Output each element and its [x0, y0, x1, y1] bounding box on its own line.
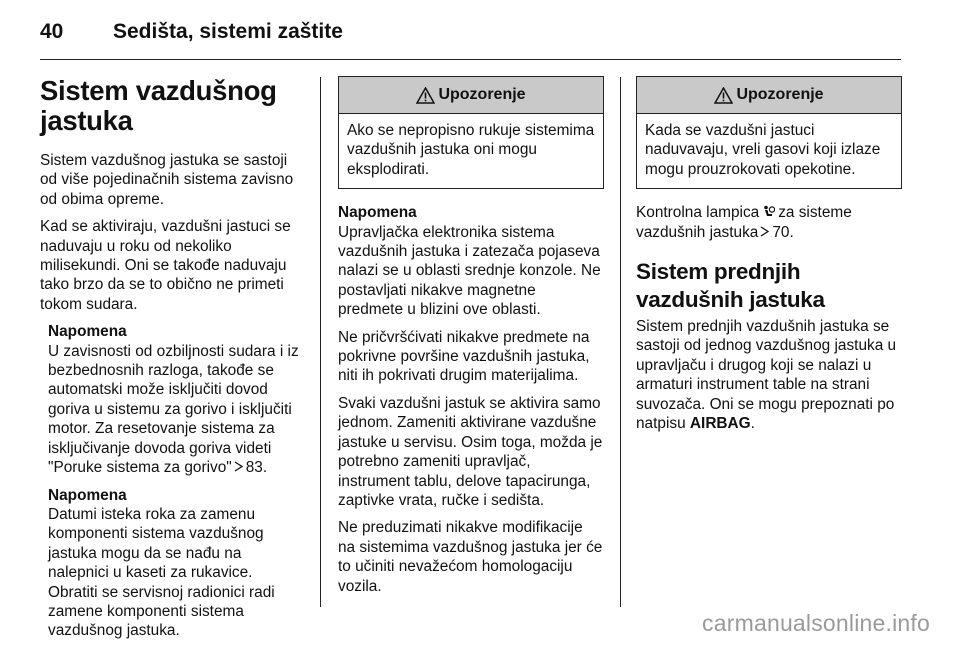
warning-header [339, 77, 603, 114]
column-middle [338, 76, 604, 604]
column-right [636, 76, 902, 441]
note-title: Napomena [338, 204, 417, 222]
paragraph: Svaki vazdušni jastuk se aktivira samo jednom. Zameniti aktivirane vazdušne jastuke u servisu. Osim toga, možda je potrebno zameniti upravljač, instrument tablu, delove tapacirunga, zaptivke vrata, ručke i sedišta. [338, 394, 603, 509]
airbag-warning-lamp-icon [762, 205, 775, 219]
note-title: Napomena [48, 323, 127, 341]
note-block [338, 203, 604, 319]
warning-triangle-icon [416, 87, 435, 104]
column-divider [320, 77, 321, 607]
paragraph [636, 317, 902, 433]
warning-triangle-icon [714, 87, 733, 104]
airbag-label: AIRBAG [689, 415, 751, 433]
header-rule [40, 59, 901, 60]
section-heading: Sistem vazdušnog jastuka [40, 75, 277, 136]
lamp-text-post: za sisteme vazdušnih jastuka [636, 204, 852, 241]
note-text: U zavisnosti od ozbiljnosti sudara i iz bezbednosnih razloga, takođe se automatski može isključiti dovod goriva u sistemu za gorivo i isključiti motor. Za resetovanje sistema za isključivanje dovoda goriva videti "Poruke sistema za gorivo" [48, 342, 299, 477]
section-title: Sedišta, sistemi zaštite [113, 20, 343, 43]
warning-box [636, 76, 902, 189]
note-text: Upravljačka elektronika sistema vazdušnih jastuka i zatezača pojaseva nalazi se u oblasti srednje konzole. Ne postavljati nikakve magnetne predmete u blizini ove oblasti. [338, 223, 601, 319]
note-text: Datumi isteka roka za zamenu komponenti sistema vazdušnog jastuka mogu da se nađu na nalepnici u kaseti za rukavice. Obratiti se servisnoj radionici radi zamene komponenti sistema vazdušnog jastuka. [48, 505, 275, 640]
warning-title: Upozorenje [438, 86, 526, 104]
column-left [40, 76, 305, 649]
note-block [40, 322, 305, 477]
paragraph: Sistem vazdušnog jastuka se sastoji od više pojedinačnih sistema zavisno od obima opreme. [40, 152, 294, 208]
warning-text: Kada se vazdušni jastuci naduvavaju, vreli gasovi koji izlaze mogu prouzrokovati opekotine. [645, 122, 881, 178]
page-number: 40 [40, 20, 64, 43]
note-title: Napomena [48, 486, 127, 504]
note-block [40, 486, 305, 641]
note-reference[interactable]: 83. [245, 459, 268, 477]
lamp-text-pre: Kontrolna lampica [636, 204, 760, 222]
lamp-reference[interactable]: 70. [772, 223, 794, 241]
warning-header [637, 77, 901, 114]
warning-title: Upozorenje [736, 86, 824, 104]
warning-text: Ako se nepropisno rukuje sistemima vazdušnih jastuka oni mogu eksplodirati. [347, 122, 595, 178]
section-heading: Sistem prednjih vazdušnih jastuka [636, 259, 825, 313]
page-reference-arrow-icon [760, 226, 769, 237]
page-header [40, 20, 930, 60]
paragraph: Kad se aktiviraju, vazdušni jastuci se naduvaju u roku od nekoliko milisekundi. Oni se takođe naduvaju tako brzo da se to obično ne primeti tokom sudara. [40, 218, 291, 313]
paragraph: Ne preduzimati nikakve modifikacije na sistemima vazdušnog jastuka jer će to učiniti nevažećom homologaciju vozila. [338, 519, 603, 595]
paragraph [636, 203, 902, 242]
watermark: carmanualsonline.info [702, 610, 930, 636]
paragraph: Ne pričvršćivati nikakve predmete na pokrivne površine vazdušnih jastuka, niti ih pokrivati drugim materijalima. [338, 328, 590, 385]
paragraph-end: . [750, 415, 755, 433]
column-divider [620, 77, 621, 607]
paragraph-text: Sistem prednjih vazdušnih jastuka se sastoji od jednog vazdušnog jastuka u upravljaču i drugog koji se nalazi u armaturi instrument table na strani suvozača. Oni se mogu prepoznati po natpisu [636, 318, 897, 433]
page-reference-arrow-icon [234, 461, 243, 472]
warning-box [338, 76, 604, 189]
